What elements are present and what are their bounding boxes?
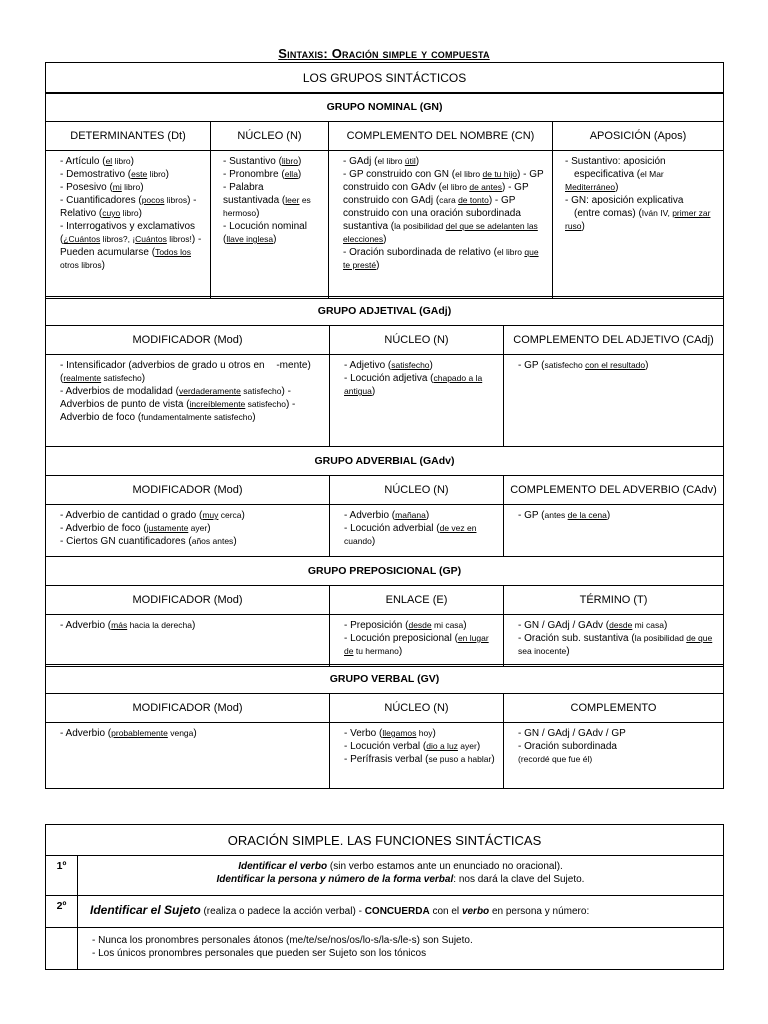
gn-determinantes-cell: - Artículo (el libro) - Demostrativo (este libro) - Posesivo (mi libro) - Cuantificadores (pocos libros) - Relativo (cuyo libro) - Interrogativos y exclamativos (¿Cuántos libros?, ¡Cuántos libros!) - Pueden acumularse (Todos los otros libros) [46, 151, 211, 299]
step-2-notes [78, 928, 724, 970]
gp-col-termino: TÉRMINO (T) [504, 586, 724, 615]
prepositional-group-table [45, 556, 724, 667]
page-title: Sintaxis: Oración simple y compuesta [278, 46, 490, 61]
gn-col-nucleo: NÚCLEO (N) [211, 122, 329, 151]
gp-enlace-cell: - Preposición (desde mi casa) - Locución preposicional (en lugar de tu hermano) [330, 615, 504, 667]
gn-col-cn: COMPLEMENTO DEL NOMBRE (CN) [329, 122, 553, 151]
gadj-col-mod: MODIFICADOR (Mod) [46, 326, 330, 355]
gp-mod-cell: - Adverbio (más hacia la derecha) [46, 615, 330, 667]
gadv-mod-cell: - Adverbio de cantidad o grado (muy cerca) - Adverbio de foco (justamente ayer) - Ciertos GN cuantificadores (años antes) [46, 505, 330, 557]
note-1: - Nunca los pronombres personales átonos (me/te/se/nos/os/lo-s/la-s/le-s) son Sujeto. [92, 935, 473, 946]
gv-mod-cell: - Adverbio (probablemente venga) [46, 723, 330, 789]
gn-col-determinantes: DETERMINANTES (Dt) [46, 122, 211, 151]
gadj-nucleo-cell: - Adjetivo (satisfecho) - Locución adjetiva (chapado a la antigua) [330, 355, 504, 447]
gn-aposicion-cell: - Sustantivo: aposición especificativa (el Mar Mediterráneo) - GN: aposición explicativa (entre comas) (Iván IV, primer zar ruso) [553, 151, 724, 299]
gv-nucleo-cell: - Verbo (llegamos hoy) - Locución verbal (dio a luz ayer) - Perífrasis verbal (se puso a hablar) [330, 723, 504, 789]
step-1-text: Identificar el verbo (sin verbo estamos ante un enunciado no oracional). Identificar la persona y número de la forma verbal: nos dará la clave del Sujeto. [78, 856, 724, 896]
gp-col-mod: MODIFICADOR (Mod) [46, 586, 330, 615]
step-2-text: Identificar el Sujeto (realiza o padece la acción verbal) - CONCUERDA con el verbo en persona y número: [78, 896, 724, 928]
gv-complemento-cell: - GN / GAdj / GAdv / GP - Oración subordinada (recordé que fue él) [504, 723, 724, 789]
gv-col-nucleo: NÚCLEO (N) [330, 694, 504, 723]
gadj-title: GRUPO ADJETIVAL (GAdj) [46, 297, 724, 326]
gadv-cadv-cell: - GP (antes de la cena) [504, 505, 724, 557]
gp-termino-cell: - GN / GAdj / GAdv (desde mi casa) - Oración sub. sustantiva (la posibilidad de que sea inocente) [504, 615, 724, 667]
gadv-col-mod: MODIFICADOR (Mod) [46, 476, 330, 505]
gv-title: GRUPO VERBAL (GV) [46, 665, 724, 694]
gn-col-aposicion: APOSICIÓN (Apos) [553, 122, 724, 151]
gadj-cadj-cell: - GP (satisfecho con el resultado) [504, 355, 724, 447]
step-2-blank [46, 928, 78, 970]
gadv-col-cadv: COMPLEMENTO DEL ADVERBIO (CAdv) [504, 476, 724, 505]
groups-heading: LOS GRUPOS SINTÁCTICOS [46, 63, 724, 94]
gn-nucleo-cell: - Sustantivo (libro) - Pronombre (ella) - Palabra sustantivada (leer es hermoso) - Locución nominal (llave inglesa) [211, 151, 329, 299]
functions-heading: ORACIÓN SIMPLE. LAS FUNCIONES SINTÁCTICAS [46, 825, 724, 856]
gadv-col-nucleo: NÚCLEO (N) [330, 476, 504, 505]
nominal-group-table [45, 92, 724, 299]
gn-title: GRUPO NOMINAL (GN) [46, 93, 724, 122]
adjectival-group-table [45, 296, 724, 447]
simple-sentence-table [45, 824, 724, 970]
gadj-mod-cell: - Intensificador (adverbios de grado u otros en -mente) (realmente satisfecho) - Adverbios de modalidad (verdaderamente satisfecho) - Adverbios de punto de vista (increíblemente satisfecho) - Adverbio de foco (fundamentalmente satisfecho) [46, 355, 330, 447]
step-1-number: 1º [46, 856, 78, 896]
gp-title: GRUPO PREPOSICIONAL (GP) [46, 557, 724, 586]
gv-col-mod: MODIFICADOR (Mod) [46, 694, 330, 723]
syntactic-groups-table [45, 62, 724, 94]
verbal-group-table [45, 664, 724, 789]
gadj-col-nucleo: NÚCLEO (N) [330, 326, 504, 355]
gn-cn-cell: - GAdj (el libro útil) - GP construido con GN (el libro de tu hijo) - GP construido con GAdv (el libro de antes) - GP construido con GAdj (cara de tonto) - GP construido con una oración subordinada sustantiva (la posibilidad del que se adelanten las elecciones) - Oración subordinada de relativo (el libro que te presté) [329, 151, 553, 299]
adverbial-group-table [45, 446, 724, 557]
gadv-title: GRUPO ADVERBIAL (GAdv) [46, 447, 724, 476]
gadj-col-cadj: COMPLEMENTO DEL ADJETIVO (CAdj) [504, 326, 724, 355]
step-2-number: 2º [46, 896, 78, 928]
note-2: - Los únicos pronombres personales que pueden ser Sujeto son los tónicos [92, 948, 427, 959]
gv-col-complemento: COMPLEMENTO [504, 694, 724, 723]
gp-col-enlace: ENLACE (E) [330, 586, 504, 615]
gadv-nucleo-cell: - Adverbio (mañana) - Locución adverbial (de vez en cuando) [330, 505, 504, 557]
